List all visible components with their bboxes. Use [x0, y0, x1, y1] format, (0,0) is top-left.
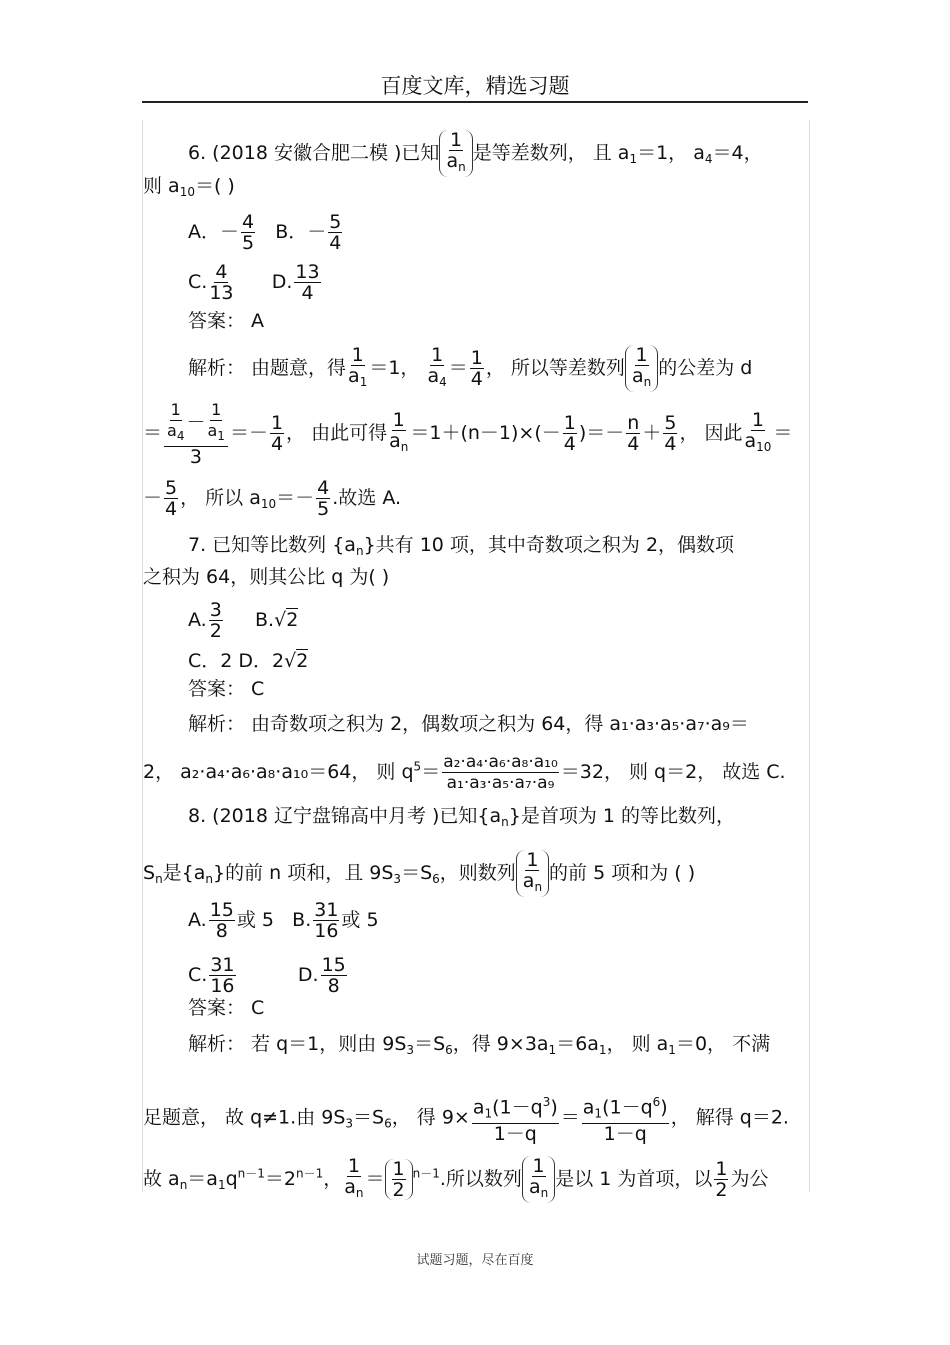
q7-options-cd: C．2 D．2√2 — [188, 650, 309, 672]
q7-solution-line1: 解析： 由奇数项之积为 2，偶数项之积为 64，得 a₁·a₃·a₅·a₇·a₉＝ — [188, 713, 749, 735]
q6-options-ab: A．－ $\frac{4}{5}$ B．－ $\frac{5}{4}$ — [188, 211, 342, 254]
q6-solution-line3: － $\frac{5}{4}$ ， 所以 $a_{10}=-$ $\frac{4}{5}$ .故选 A. — [143, 477, 402, 520]
q6-solution-line2: ＝ $\frac{1}{a_4}$ － $\frac{1}{a_1}$ 3 ＝－ $\frac{1}{4}$ ， 由此可得 $\frac{1}{a_n}$ ＝1＋(n－1)×(－ $\frac{1}{4}$ )＝－ $\frac{n}{4}$ ＋ $\frac{5}{4}$ ， 因此 $\frac{1}{a_{10}}$ ＝ — [143, 400, 793, 468]
q7-solution-line2: 2， a₂·a₄·a₆·a₈·a₁₀＝64， 则 $q^5=$ $\frac{\text{a₂·a₄·a₆·a₈·a₁₀}}{\text{a₁·a₃·a₅·a₇·a₉}}$ ＝32， 则 q＝2， 故选 C. — [143, 752, 786, 793]
q8-solution-line3: 故 $a_n=a_1q^{n-1}=2^{n-1}$， $\frac{1}{a_n}$ ＝ $\frac{1}{2}$ $^{n-1}$.所以数列 $\frac{1}{a_n}$ 是以 1 为首项，以 $\frac{1}{2}$ 为公 — [143, 1155, 769, 1201]
q7-options-ab: A. $\frac{3}{2}$ B.√2 — [188, 599, 299, 642]
q8-options-cd: C. $\frac{31}{16}$ D. $\frac{15}{8}$ — [188, 954, 346, 997]
header-rule — [142, 101, 808, 103]
q8-answer: 答案： C — [188, 997, 265, 1019]
page-header-title: 百度文库，精选习题 — [380, 74, 570, 98]
seq-brace: $\frac{1}{a_n}$ — [439, 130, 472, 177]
q8-options-ab: A. $\frac{15}{8}$ 或 5 B. $\frac{31}{16}$ 或 5 — [188, 899, 379, 942]
q7-line1: 7. 已知等比数列 $\{a_n\}$共有 10 项，其中奇数项之积为 2，偶数项 — [188, 534, 735, 558]
q6-line1: 6. (2018 安徽合肥二模 )已知 $\frac{1}{a_n}$ 是等差数列， 且 $a_1=1$， $a_4=4$， — [143, 130, 808, 177]
q8-line2: $S_n$是$\{a_n\}$的前 n 项和，且 $9S_3=S_6$，则数列 $\frac{1}{a_n}$ 的前 5 项和为 ( ) — [143, 850, 808, 897]
q7-answer: 答案： C — [188, 678, 265, 700]
q8-solution-line1: 解析： 若 q＝1，则由 $9S_3=S_6$，得 $9\times 3a_1=6a_1$， 则 $a_1=0$， 不满 — [188, 1033, 771, 1057]
q8-solution-line2: 足题意， 故 q≠1.由 $9S_3=S_6$， 得 9× $\frac{a_1(1-q^3)}{1-q}$ ＝ $\frac{a_1(1-q^6)}{1-q}$ ， 解得 q＝2. — [143, 1092, 808, 1144]
q8-line1: 8. (2018 辽宁盘锦高中月考 )已知$\{a_n\}$是首项为 1 的等比数列， — [188, 805, 736, 829]
q7-line2: 之积为 64，则其公比 q 为( ) — [143, 566, 390, 588]
page-footer: 试题习题，尽在百度 — [416, 1253, 534, 1268]
q6-answer: 答案： A — [188, 310, 265, 332]
q6-line2: 则 $a_{10}=$( ) — [143, 175, 235, 199]
q6-solution-line1: 解析： 由题意，得 $\frac{1}{a_1}$ ＝1， $\frac{1}{a_4}$ ＝ $\frac{1}{4}$ ， 所以等差数列 $\frac{1}{a_n}$ 的公差为 d — [188, 344, 753, 390]
q6-options-cd: C. $\frac{4}{13}$ D. $\frac{13}{4}$ — [188, 261, 320, 304]
